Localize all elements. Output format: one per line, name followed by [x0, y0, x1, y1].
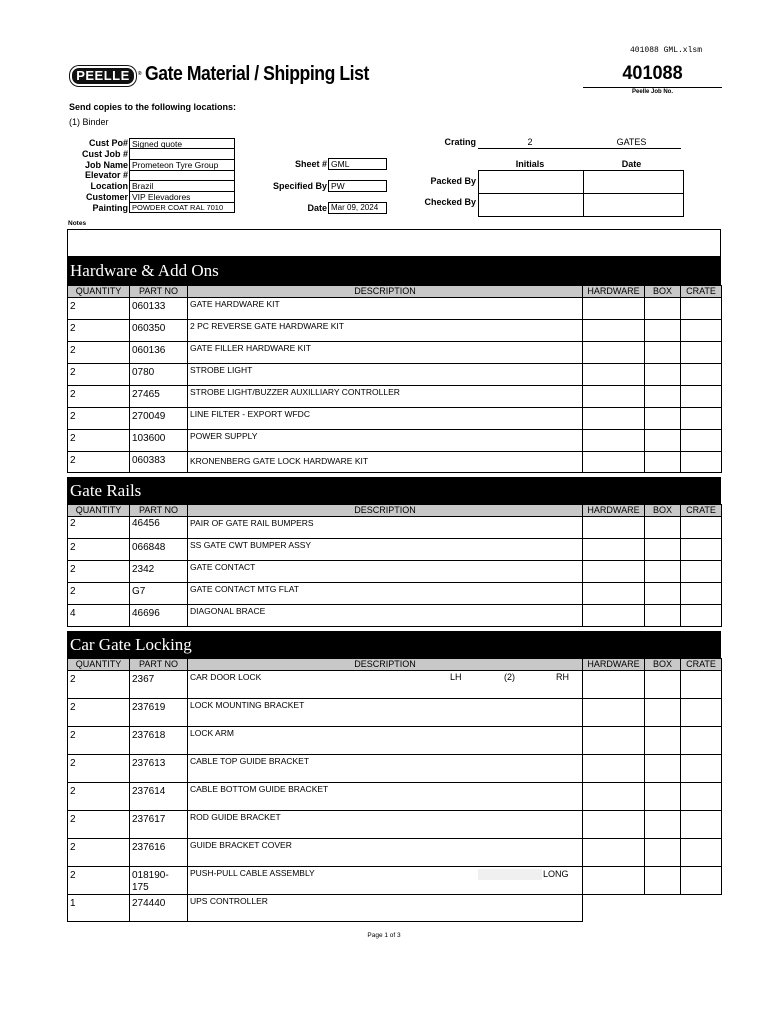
- customer-field[interactable]: VIP Elevadores: [129, 191, 235, 203]
- hardware-cell[interactable]: [583, 783, 645, 811]
- box-cell: [645, 895, 681, 922]
- box-cell[interactable]: [645, 583, 681, 605]
- desc-cell: STROBE LIGHT: [188, 364, 583, 386]
- part-cell: 237616: [130, 839, 188, 867]
- section-title: Gate Rails: [67, 477, 721, 504]
- crate-cell[interactable]: [681, 671, 722, 699]
- part-cell: G7: [130, 583, 188, 605]
- desc-cell: UPS CONTROLLER: [188, 895, 583, 922]
- part-cell: 237619: [130, 699, 188, 727]
- qty-cell: 2: [68, 839, 130, 867]
- qty-cell: 4: [68, 605, 130, 627]
- table-row: [68, 755, 722, 783]
- job-number-label: Peelle Job No.: [631, 89, 673, 95]
- part-cell: 46696: [130, 605, 188, 627]
- crate-cell[interactable]: [681, 583, 722, 605]
- send-copies-label: Send copies to the following locations:: [69, 102, 237, 112]
- hardware-cell[interactable]: [583, 539, 645, 561]
- col-hardware: HARDWARE: [583, 659, 645, 671]
- hardware-cell[interactable]: [583, 364, 645, 386]
- table-row: [68, 671, 722, 699]
- desc-cell: [188, 867, 583, 895]
- section-car-gate-locking: [67, 631, 721, 922]
- part-cell: 060136: [130, 342, 188, 364]
- table-row: [68, 342, 722, 364]
- part-cell: 46456: [130, 517, 188, 539]
- col-quantity: QUANTITY: [68, 505, 130, 517]
- table-row: [68, 867, 722, 895]
- hardware-cell[interactable]: [583, 867, 645, 895]
- table-row: [68, 605, 722, 627]
- desc-text: CAR DOOR LOCK: [190, 672, 262, 682]
- box-cell[interactable]: [645, 867, 681, 895]
- desc-cell: GATE HARDWARE KIT: [188, 298, 583, 320]
- hardware-cell[interactable]: [583, 839, 645, 867]
- box-cell[interactable]: [645, 699, 681, 727]
- lh-label: LH: [450, 672, 462, 682]
- qty-cell: 2: [68, 320, 130, 342]
- section-gate-rails: [67, 477, 721, 627]
- section-title: Hardware & Add Ons: [67, 257, 721, 285]
- specified-by-label: Specified By: [272, 181, 327, 191]
- crating-underline: [478, 148, 681, 149]
- crate-cell[interactable]: [681, 605, 722, 627]
- desc-cell: DIAGONAL BRACE: [188, 605, 583, 627]
- col-box: BOX: [645, 286, 681, 298]
- hardware-cell[interactable]: [583, 452, 645, 473]
- crate-cell[interactable]: [681, 452, 722, 473]
- desc-cell: ROD GUIDE BRACKET: [188, 811, 583, 839]
- hardware-cell[interactable]: [583, 342, 645, 364]
- crate-cell[interactable]: [681, 298, 722, 320]
- qty-cell: 2: [68, 430, 130, 452]
- hardware-cell[interactable]: [583, 430, 645, 452]
- part-cell: 0780: [130, 364, 188, 386]
- table-header-row: [68, 286, 722, 298]
- part-cell: 060133: [130, 298, 188, 320]
- page-footer: Page 1 of 3: [367, 932, 401, 939]
- col-box: BOX: [645, 659, 681, 671]
- box-cell[interactable]: [645, 386, 681, 408]
- crate-cell: [681, 895, 722, 922]
- crating-unit: GATES: [616, 137, 647, 147]
- table-row: [68, 517, 722, 539]
- crate-cell[interactable]: [681, 408, 722, 430]
- table-row: [68, 811, 722, 839]
- qty-cell: 2: [68, 364, 130, 386]
- desc-cell: KRONENBERG GATE LOCK HARDWARE KIT: [188, 452, 583, 473]
- sheet-field[interactable]: GML: [328, 158, 387, 170]
- col-quantity: QUANTITY: [68, 659, 130, 671]
- col-part-no: PART NO: [130, 659, 188, 671]
- part-cell: 237613: [130, 755, 188, 783]
- packed-by-initials-cell[interactable]: [479, 171, 584, 194]
- desc-cell: GUIDE BRACKET COVER: [188, 839, 583, 867]
- qty-cell: 2: [68, 867, 130, 895]
- col-description: DESCRIPTION: [188, 659, 583, 671]
- desc-cell: GATE FILLER HARDWARE KIT: [188, 342, 583, 364]
- crating-label: Crating: [444, 137, 476, 147]
- crate-cell[interactable]: [681, 811, 722, 839]
- desc-cell: LOCK ARM: [188, 727, 583, 755]
- packed-by-date-cell[interactable]: [584, 171, 684, 194]
- hardware-cell[interactable]: [583, 386, 645, 408]
- qty-cell: 2: [68, 386, 130, 408]
- hardware-cell[interactable]: [583, 517, 645, 539]
- crate-cell[interactable]: [681, 430, 722, 452]
- painting-field[interactable]: POWDER COAT RAL 7010: [129, 202, 235, 213]
- table-row: [68, 386, 722, 408]
- initials-header: Initials: [515, 159, 545, 169]
- box-cell[interactable]: [645, 298, 681, 320]
- col-hardware: HARDWARE: [583, 286, 645, 298]
- crate-cell[interactable]: [681, 320, 722, 342]
- job-number: 401088: [622, 63, 683, 84]
- car-gate-locking-table: [67, 658, 722, 922]
- customer-label: Customer: [85, 192, 128, 202]
- qty-cell: 2: [68, 727, 130, 755]
- part-cell: 237614: [130, 783, 188, 811]
- desc-text: PUSH-PULL CABLE ASSEMBLY: [190, 868, 315, 878]
- part-cell: 274440: [130, 895, 188, 922]
- logo-registered-mark: ®: [137, 71, 142, 77]
- crate-cell[interactable]: [681, 867, 722, 895]
- job-name-field[interactable]: Prometeon Tyre Group: [129, 159, 235, 171]
- length-note: LONG: [543, 869, 569, 879]
- col-part-no: PART NO: [130, 286, 188, 298]
- crate-cell[interactable]: [681, 517, 722, 539]
- binder-location: (1) Binder: [69, 117, 109, 127]
- cust-job-label: Cust Job #: [81, 149, 128, 159]
- col-quantity: QUANTITY: [68, 286, 130, 298]
- hardware-cell[interactable]: [583, 320, 645, 342]
- desc-cell: [188, 671, 583, 699]
- qty-cell: 2: [68, 561, 130, 583]
- sheet-label: Sheet #: [294, 159, 327, 169]
- table-row: [68, 727, 722, 755]
- crating-count: 2: [527, 137, 533, 147]
- peelle-logo: [70, 66, 142, 86]
- job-number-underline: [583, 87, 722, 88]
- box-cell[interactable]: [645, 517, 681, 539]
- qty-cell: 1: [68, 895, 130, 922]
- specified-by-field[interactable]: PW: [328, 180, 387, 192]
- part-cell: 27465: [130, 386, 188, 408]
- logo-text: PEELLE: [76, 68, 130, 83]
- crate-cell[interactable]: [681, 783, 722, 811]
- col-part-no: PART NO: [130, 505, 188, 517]
- table-row: [68, 539, 722, 561]
- crate-cell[interactable]: [681, 727, 722, 755]
- qty-cell: 2: [68, 539, 130, 561]
- box-cell[interactable]: [645, 364, 681, 386]
- qty-cell: 2: [68, 583, 130, 605]
- location-label: Location: [90, 181, 128, 191]
- desc-cell: GATE CONTACT: [188, 561, 583, 583]
- col-crate: CRATE: [681, 659, 722, 671]
- box-cell[interactable]: [645, 539, 681, 561]
- gate-rails-table: [67, 504, 722, 627]
- crate-cell[interactable]: [681, 539, 722, 561]
- hardware-cell[interactable]: [583, 699, 645, 727]
- col-crate: CRATE: [681, 505, 722, 517]
- table-row: [68, 452, 722, 473]
- desc-cell: LOCK MOUNTING BRACKET: [188, 699, 583, 727]
- part-cell: 2367: [130, 671, 188, 699]
- box-cell[interactable]: [645, 811, 681, 839]
- page-title: Gate Material / Shipping List: [145, 63, 369, 85]
- crate-cell[interactable]: [681, 839, 722, 867]
- part-cell: 237618: [130, 727, 188, 755]
- part-cell: 060383: [130, 452, 188, 473]
- checked-by-initials-cell[interactable]: [479, 194, 584, 217]
- desc-cell: CABLE BOTTOM GUIDE BRACKET: [188, 783, 583, 811]
- box-cell[interactable]: [645, 430, 681, 452]
- section-title: Car Gate Locking: [67, 631, 721, 658]
- qty-cell: 2: [68, 408, 130, 430]
- col-crate: CRATE: [681, 286, 722, 298]
- box-cell[interactable]: [645, 783, 681, 811]
- box-cell[interactable]: [645, 561, 681, 583]
- col-box: BOX: [645, 505, 681, 517]
- date-col-header: Date: [621, 159, 642, 169]
- table-row: [68, 583, 722, 605]
- desc-cell: SS GATE CWT BUMPER ASSY: [188, 539, 583, 561]
- length-shading: [478, 869, 542, 880]
- qty-cell: 2: [68, 298, 130, 320]
- table-row: [68, 561, 722, 583]
- crate-cell[interactable]: [681, 386, 722, 408]
- crate-cell[interactable]: [681, 699, 722, 727]
- table-row: [68, 298, 722, 320]
- notes-field[interactable]: [67, 229, 721, 257]
- cust-po-label: Cust Po#: [88, 138, 128, 148]
- desc-cell: 2 PC REVERSE GATE HARDWARE KIT: [188, 320, 583, 342]
- box-cell[interactable]: [645, 408, 681, 430]
- box-cell[interactable]: [645, 320, 681, 342]
- desc-cell: GATE CONTACT MTG FLAT: [188, 583, 583, 605]
- table-row: [68, 895, 722, 922]
- file-name: 401088 GML.xlsm: [630, 46, 703, 55]
- col-description: DESCRIPTION: [188, 505, 583, 517]
- qty-cell: 2: [68, 342, 130, 364]
- job-name-label: Job Name: [84, 160, 128, 170]
- cust-po-field[interactable]: Signed quote: [129, 138, 235, 149]
- part-cell: 270049: [130, 408, 188, 430]
- hardware-cell[interactable]: [583, 561, 645, 583]
- qty-cell: 2: [68, 452, 130, 473]
- checked-by-date-cell[interactable]: [584, 194, 684, 217]
- part-cell: 2342: [130, 561, 188, 583]
- table-header-row: [68, 659, 722, 671]
- packed-by-label: Packed By: [430, 176, 476, 186]
- hardware-cell[interactable]: [583, 755, 645, 783]
- box-cell[interactable]: [645, 605, 681, 627]
- hardware-cell[interactable]: [583, 408, 645, 430]
- hardware-cell[interactable]: [583, 583, 645, 605]
- notes-label: Notes: [68, 220, 87, 227]
- qty-cell: 2: [68, 517, 130, 539]
- signoff-grid: [478, 170, 684, 217]
- date-field[interactable]: Mar 09, 2024: [328, 202, 387, 214]
- part-cell: 103600: [130, 430, 188, 452]
- box-cell[interactable]: [645, 452, 681, 473]
- crate-cell[interactable]: [681, 561, 722, 583]
- hardware-table: [67, 285, 722, 473]
- checked-by-label: Checked By: [424, 197, 476, 207]
- date-label: Date: [307, 203, 327, 213]
- qty-cell: 2: [68, 783, 130, 811]
- hardware-cell[interactable]: [583, 727, 645, 755]
- table-row: [68, 408, 722, 430]
- hardware-cell[interactable]: [583, 811, 645, 839]
- desc-cell: PAIR OF GATE RAIL BUMPERS: [188, 517, 583, 539]
- box-cell[interactable]: [645, 342, 681, 364]
- box-cell[interactable]: [645, 839, 681, 867]
- table-header-row: [68, 505, 722, 517]
- table-row: [68, 699, 722, 727]
- section-hardware: [67, 257, 721, 473]
- box-cell[interactable]: [645, 727, 681, 755]
- col-description: DESCRIPTION: [188, 286, 583, 298]
- hardware-cell[interactable]: [583, 671, 645, 699]
- box-cell[interactable]: [645, 755, 681, 783]
- part-cell: 018190-175: [130, 867, 188, 895]
- painting-label: Painting: [92, 203, 128, 213]
- table-row: [68, 364, 722, 386]
- crate-cell[interactable]: [681, 342, 722, 364]
- rh-label: RH: [556, 672, 569, 682]
- part-cell: 060350: [130, 320, 188, 342]
- desc-cell: LINE FILTER - EXPORT WFDC: [188, 408, 583, 430]
- hardware-cell: [583, 895, 645, 922]
- part-cell: 066848: [130, 539, 188, 561]
- part-cell: 237617: [130, 811, 188, 839]
- qty-cell: 2: [68, 699, 130, 727]
- qty-cell: 2: [68, 811, 130, 839]
- qty-cell: 2: [68, 671, 130, 699]
- hardware-cell[interactable]: [583, 605, 645, 627]
- quantity-note: (2): [504, 672, 515, 682]
- desc-cell: POWER SUPPLY: [188, 430, 583, 452]
- crate-cell[interactable]: [681, 755, 722, 783]
- desc-cell: CABLE TOP GUIDE BRACKET: [188, 755, 583, 783]
- table-row: [68, 320, 722, 342]
- hardware-cell[interactable]: [583, 298, 645, 320]
- elevator-label: Elevator #: [84, 170, 128, 180]
- table-row: [68, 839, 722, 867]
- table-row: [68, 430, 722, 452]
- desc-cell: STROBE LIGHT/BUZZER AUXILLIARY CONTROLLER: [188, 386, 583, 408]
- location-field[interactable]: Brazil: [129, 180, 235, 192]
- table-row: [68, 783, 722, 811]
- crate-cell[interactable]: [681, 364, 722, 386]
- box-cell[interactable]: [645, 671, 681, 699]
- qty-cell: 2: [68, 755, 130, 783]
- col-hardware: HARDWARE: [583, 505, 645, 517]
